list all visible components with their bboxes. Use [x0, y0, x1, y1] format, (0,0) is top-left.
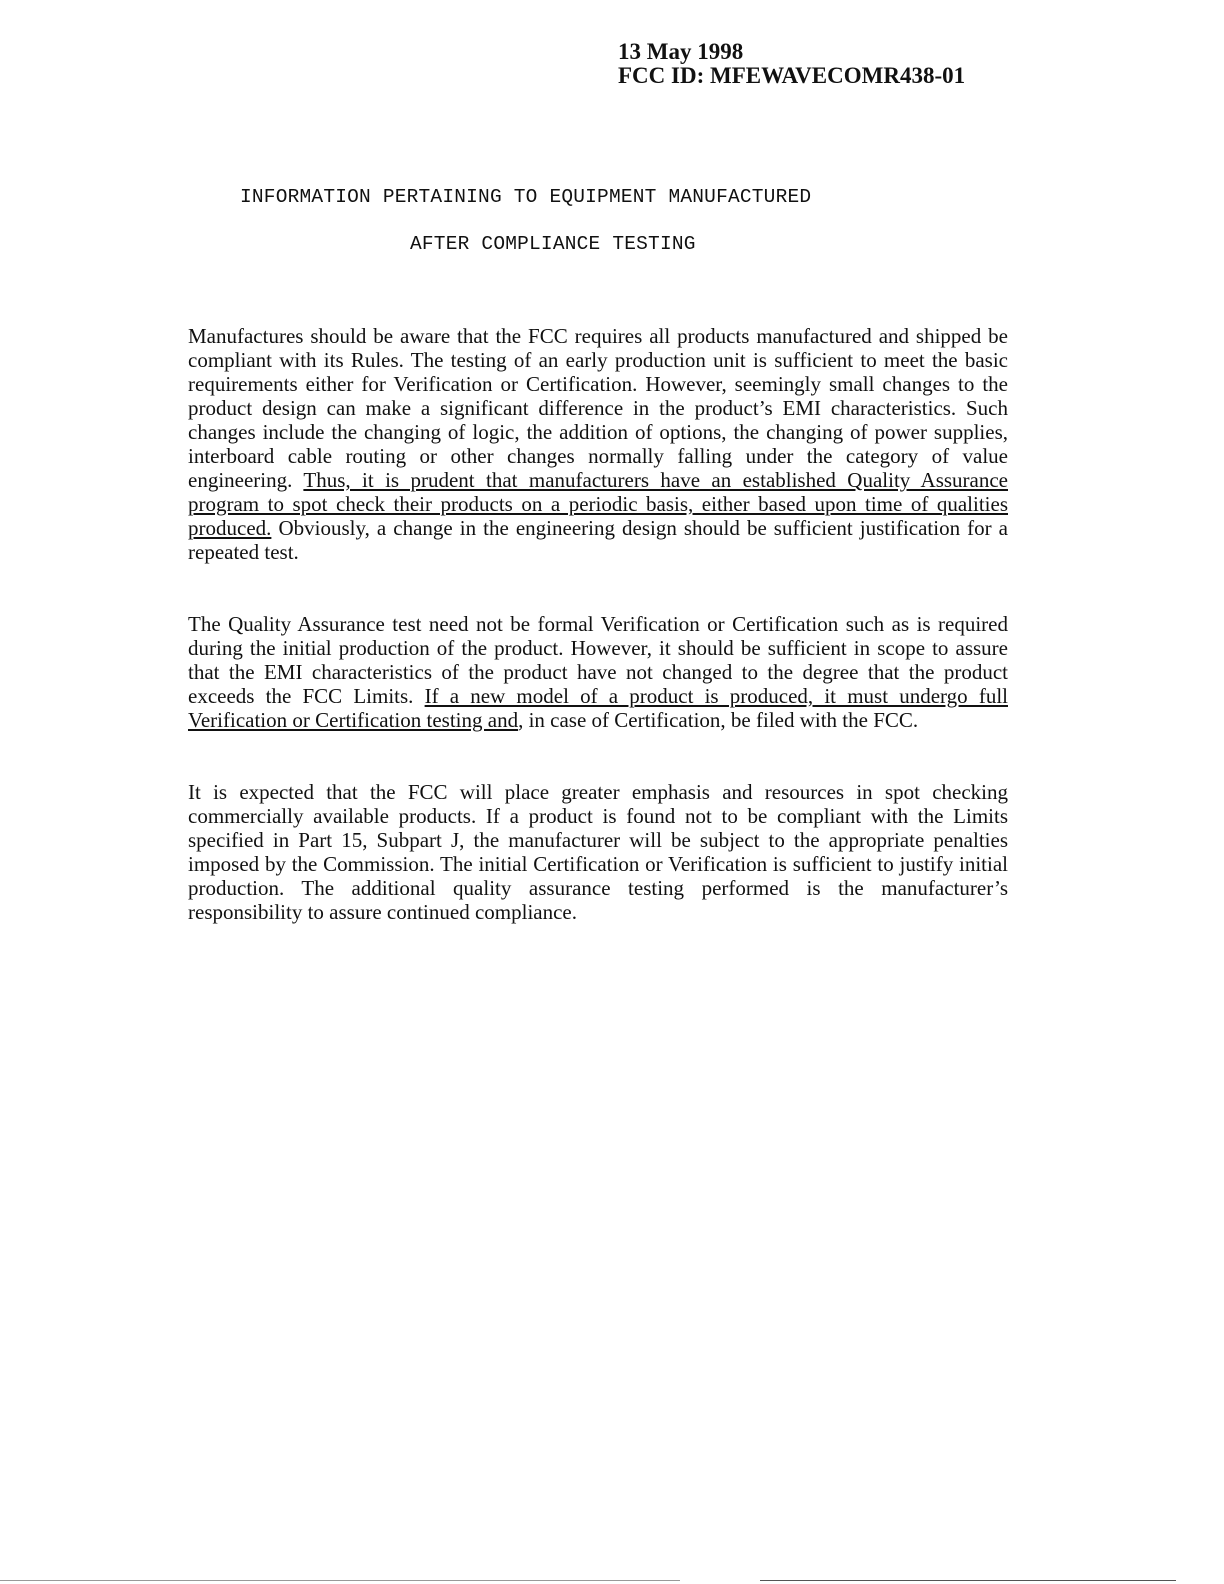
paragraph-2-underlined: If a new model of a product is produced, it must undergo full Verification or Certification testing and: [188, 684, 1008, 732]
paragraph-3: It is expected that the FCC will place greater emphasis and resources in spot checking commercially available products. If a product is found not to be compliant with the Limits specified in Part 15, Subpart J, the manufacturer will be subject to the appropriate penalties imposed by the Commission. The initial Certification or Verification is sufficient to justify initial production. The additional quality assurance testing performed is the manufacturer’s responsibility to assure continued compliance.: [188, 780, 1008, 924]
paragraph-1: [188, 324, 1008, 564]
scan-edge-line-right: [760, 1580, 1176, 1581]
document-date: 13 May 1998: [618, 39, 744, 64]
paragraph-2-outro: , in case of Certification, be filed with the FCC.: [518, 708, 919, 732]
scan-edge-line-left: [0, 1580, 680, 1581]
fcc-id: FCC ID: MFEWAVECOMR438-01: [618, 63, 966, 88]
paragraph-fcc-spot-checking: [188, 780, 1008, 924]
paragraph-1-outro: Obviously, a change in the engineering design should be sufficient justification for a repeated test.: [188, 516, 1008, 564]
document-header: [618, 40, 965, 88]
paragraph-2: [188, 612, 1008, 732]
paragraph-quality-assurance-awareness: [188, 324, 1008, 564]
document-title-line-2: AFTER COMPLIANCE TESTING: [410, 233, 696, 255]
document-title-line-1: INFORMATION PERTAINING TO EQUIPMENT MANUFACTURED: [240, 186, 812, 208]
paragraph-1-underlined: Thus, it is prudent that manufacturers have an established Quality Assurance program to spot check their products on a periodic basis, either based upon time of qualities produced.: [188, 468, 1008, 540]
paragraph-quality-assurance-test: [188, 612, 1008, 732]
paragraph-2-intro: The Quality Assurance test need not be formal Verification or Certification such as is required during the initial production of the product. However, it should be sufficient in scope to assure that the EMI characteristics of the product have not changed to the degree that the product exceeds the FCC Limits.: [188, 612, 1008, 708]
paragraph-1-intro: Manufactures should be aware that the FCC requires all products manufactured and shipped be compliant with its Rules. The testing of an early production unit is sufficient to meet the basic requirements either for Verification or Certification. However, seemingly small changes to the product design can make a significant difference in the product’s EMI characteristics. Such changes include the changing of logic, the addition of options, the changing of power supplies, interboard cable routing or other changes normally falling under the category of value engineering.: [188, 324, 1008, 492]
